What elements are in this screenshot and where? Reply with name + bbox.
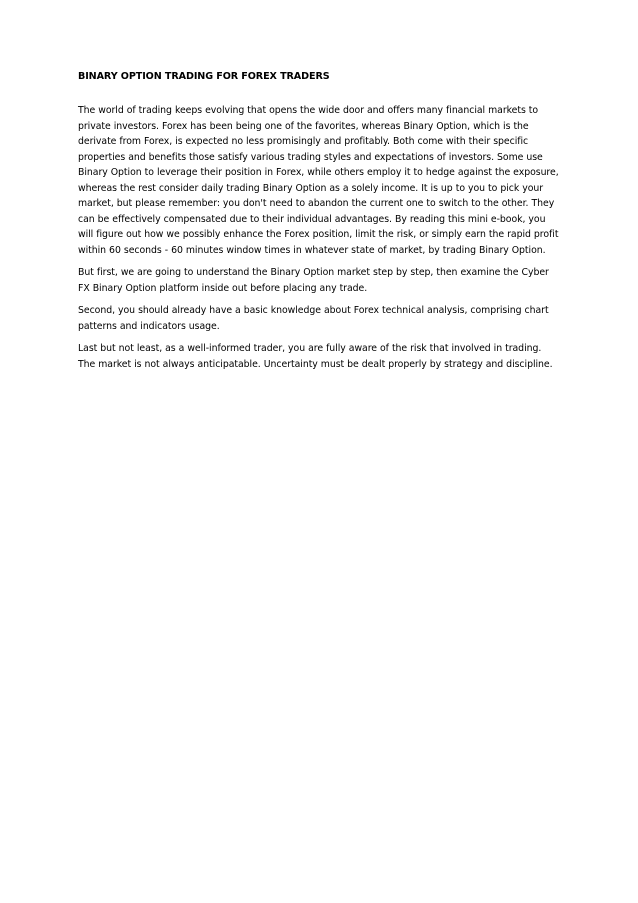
paragraph-first: But first, we are going to understand the Binary Option market step by step, then examine the Cyber FX Binary Option platform inside out before placing any trade. [78,267,549,294]
document-page [78,70,560,379]
paragraph-intro: The world of trading keeps evolving that opens the wide door and offers many financial markets to private investors. Forex has been being one of the favorites, whereas Binary Option, which is the derivate from Forex, is expected no less promisingly and profitably. Both come with their specific properties and benefits those satisfy various trading styles and expectations of investors. Some use Binary Option to leverage their position in Forex, while others employ it to hedge against the exposure, whereas the rest consider daily trading Binary Option as a solely income. It is up to you to pick your market, but please remember: you don't need to abandon the current one to switch to the other. They can be effectively compensated due to their individual advantages. By reading this mini e-book, you will figure out how we possibly enhance the Forex position, limit the risk, or simply earn the rapid profit within 60 seconds - 60 minutes window times in whatever state of market, by trading Binary Option. [78,105,559,256]
paragraph-second: Second, you should already have a basic knowledge about Forex technical analysis, comprising chart patterns and indicators usage. [78,305,549,332]
paragraph-last: Last but not least, as a well-informed trader, you are fully aware of the risk that involved in trading. The market is not always anticipatable. Uncertainty must be dealt properly by strategy and discipline. [78,343,553,370]
document-title: BINARY OPTION TRADING FOR FOREX TRADERS [78,71,330,82]
